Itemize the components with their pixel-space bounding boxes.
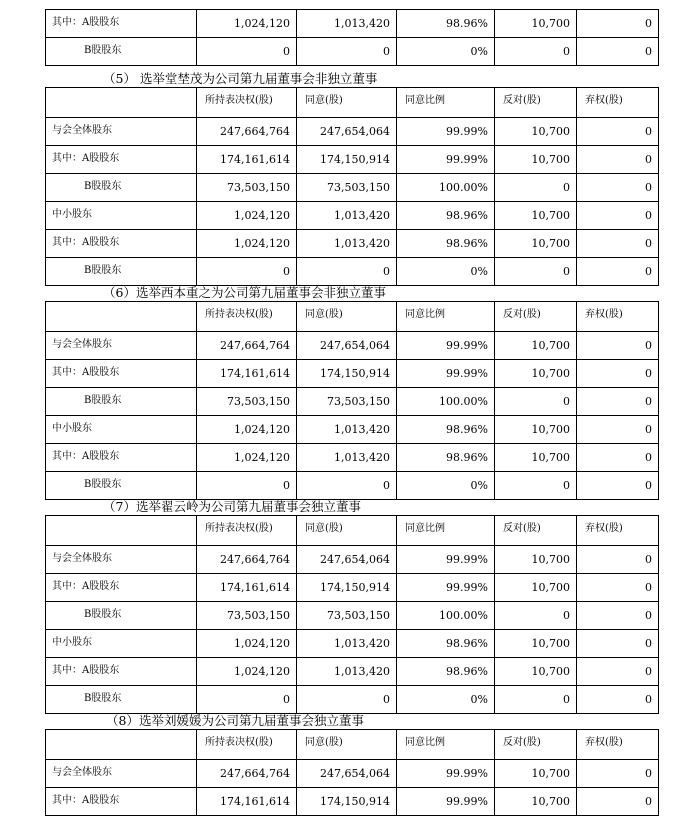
vote-value-cell: 1,013,420 xyxy=(297,444,397,472)
vote-value-cell: 10,700 xyxy=(495,546,577,574)
vote-value-cell: 0 xyxy=(495,258,577,286)
vote-value-cell: 1,024,120 xyxy=(197,202,297,230)
column-header: 同意比例 xyxy=(397,730,495,760)
vote-value-cell: 99.99% xyxy=(397,118,495,146)
vote-value-cell: 10,700 xyxy=(495,444,577,472)
vote-value-cell: 247,664,764 xyxy=(197,546,297,574)
vote-value-cell: 99.99% xyxy=(397,574,495,602)
vote-value-cell: 1,013,420 xyxy=(297,630,397,658)
vote-value-cell: 10,700 xyxy=(495,760,577,788)
vote-value-cell: 10,700 xyxy=(495,332,577,360)
table-header-row xyxy=(46,302,659,332)
vote-value-cell: 0 xyxy=(577,658,659,686)
column-header: 弃权(股) xyxy=(577,516,659,546)
vote-value-cell: 0% xyxy=(397,258,495,286)
shareholder-category-label: 其中：A股股东 xyxy=(46,574,197,602)
vote-value-cell: 0 xyxy=(495,388,577,416)
vote-table-8 xyxy=(45,729,659,816)
shareholder-category-label: 其中：A股股东 xyxy=(46,658,197,686)
vote-value-cell: 1,013,420 xyxy=(297,230,397,258)
vote-value-cell: 247,664,764 xyxy=(197,760,297,788)
vote-value-cell: 73,503,150 xyxy=(197,174,297,202)
vote-value-cell: 0 xyxy=(495,686,577,714)
vote-value-cell: 0 xyxy=(197,472,297,500)
vote-value-cell: 99.99% xyxy=(397,146,495,174)
vote-value-cell: 1,013,420 xyxy=(297,416,397,444)
shareholder-category-label: 其中：A股股东 xyxy=(46,360,197,388)
vote-value-cell: 10,700 xyxy=(495,10,577,38)
vote-value-cell: 0 xyxy=(577,574,659,602)
vote-value-cell: 73,503,150 xyxy=(297,602,397,630)
shareholder-category-label: 与会全体股东 xyxy=(46,332,197,360)
vote-value-cell: 0 xyxy=(495,602,577,630)
vote-value-cell: 174,150,914 xyxy=(297,146,397,174)
vote-value-cell: 10,700 xyxy=(495,630,577,658)
vote-value-cell: 73,503,150 xyxy=(197,602,297,630)
table-row xyxy=(46,686,659,714)
vote-value-cell: 247,654,064 xyxy=(297,118,397,146)
vote-value-cell: 0 xyxy=(577,760,659,788)
shareholder-category-label: 中小股东 xyxy=(46,630,197,658)
vote-value-cell: 0% xyxy=(397,38,495,66)
shareholder-category-label: 其中：A股股东 xyxy=(46,788,197,816)
table-row xyxy=(46,388,659,416)
column-header: 同意(股) xyxy=(297,88,397,118)
vote-value-cell: 1,024,120 xyxy=(197,658,297,686)
shareholder-category-label: B股股东 xyxy=(46,602,197,630)
table-row xyxy=(46,630,659,658)
vote-value-cell: 0 xyxy=(577,230,659,258)
table-row xyxy=(46,472,659,500)
vote-value-cell: 10,700 xyxy=(495,230,577,258)
vote-value-cell: 0 xyxy=(495,472,577,500)
column-header: 同意比例 xyxy=(397,516,495,546)
vote-value-cell: 0 xyxy=(495,174,577,202)
vote-value-cell: 0 xyxy=(197,258,297,286)
vote-value-cell: 1,024,120 xyxy=(197,10,297,38)
table-row xyxy=(46,202,659,230)
table-row xyxy=(46,658,659,686)
vote-value-cell: 174,150,914 xyxy=(297,360,397,388)
shareholder-category-label: 中小股东 xyxy=(46,416,197,444)
vote-value-cell: 0 xyxy=(577,416,659,444)
vote-value-cell: 100.00% xyxy=(397,602,495,630)
vote-value-cell: 98.96% xyxy=(397,202,495,230)
vote-value-cell: 98.96% xyxy=(397,630,495,658)
shareholder-category-label: 其中：A股股东 xyxy=(46,444,197,472)
vote-value-cell: 73,503,150 xyxy=(197,388,297,416)
vote-value-cell: 98.96% xyxy=(397,230,495,258)
vote-value-cell: 98.96% xyxy=(397,416,495,444)
vote-value-cell: 99.99% xyxy=(397,760,495,788)
table-row xyxy=(46,258,659,286)
vote-value-cell: 0 xyxy=(577,174,659,202)
vote-table-continued xyxy=(45,9,659,66)
table-row xyxy=(46,760,659,788)
table-row xyxy=(46,118,659,146)
vote-value-cell: 98.96% xyxy=(397,444,495,472)
vote-value-cell: 0 xyxy=(577,146,659,174)
vote-value-cell: 1,013,420 xyxy=(297,658,397,686)
column-header: 同意比例 xyxy=(397,302,495,332)
vote-value-cell: 0 xyxy=(577,118,659,146)
vote-value-cell: 0% xyxy=(397,472,495,500)
table-row xyxy=(46,546,659,574)
vote-value-cell: 99.99% xyxy=(397,788,495,816)
table-row xyxy=(46,146,659,174)
vote-value-cell: 0 xyxy=(577,38,659,66)
shareholder-category-label: B股股东 xyxy=(46,472,197,500)
table-header-row xyxy=(46,516,659,546)
column-header: 弃权(股) xyxy=(577,302,659,332)
vote-value-cell: 0 xyxy=(577,788,659,816)
vote-value-cell: 247,654,064 xyxy=(297,760,397,788)
vote-value-cell: 1,024,120 xyxy=(197,230,297,258)
table-row xyxy=(46,602,659,630)
column-header: 反对(股) xyxy=(495,302,577,332)
header-blank-cell xyxy=(46,88,197,118)
column-header: 弃权(股) xyxy=(577,88,659,118)
vote-value-cell: 0 xyxy=(577,602,659,630)
vote-value-cell: 10,700 xyxy=(495,146,577,174)
column-header: 所持表决权(股) xyxy=(197,516,297,546)
vote-value-cell: 0 xyxy=(577,472,659,500)
column-header: 所持表决权(股) xyxy=(197,302,297,332)
vote-value-cell: 0 xyxy=(297,258,397,286)
vote-value-cell: 10,700 xyxy=(495,360,577,388)
header-blank-cell xyxy=(46,730,197,760)
vote-value-cell: 174,161,614 xyxy=(197,788,297,816)
vote-value-cell: 0 xyxy=(577,360,659,388)
shareholder-category-label: 其中：A股股东 xyxy=(46,230,197,258)
table-row xyxy=(46,174,659,202)
shareholder-category-label: B股股东 xyxy=(46,174,197,202)
vote-value-cell: 0 xyxy=(577,444,659,472)
shareholder-category-label: B股股东 xyxy=(46,388,197,416)
resolution-heading: （7）选举翟云岭为公司第九届董事会独立董事 xyxy=(103,499,361,514)
vote-value-cell: 1,013,420 xyxy=(297,10,397,38)
shareholder-category-label: B股股东 xyxy=(46,38,197,66)
vote-value-cell: 174,150,914 xyxy=(297,574,397,602)
vote-value-cell: 247,654,064 xyxy=(297,546,397,574)
vote-value-cell: 100.00% xyxy=(397,388,495,416)
vote-table-6 xyxy=(45,301,659,500)
column-header: 弃权(股) xyxy=(577,730,659,760)
vote-value-cell: 0 xyxy=(577,258,659,286)
vote-value-cell: 0 xyxy=(577,202,659,230)
vote-value-cell: 98.96% xyxy=(397,10,495,38)
vote-value-cell: 0 xyxy=(197,38,297,66)
table-row xyxy=(46,788,659,816)
vote-value-cell: 1,024,120 xyxy=(197,444,297,472)
table-row xyxy=(46,574,659,602)
vote-value-cell: 1,024,120 xyxy=(197,416,297,444)
vote-value-cell: 0 xyxy=(495,38,577,66)
vote-value-cell: 174,150,914 xyxy=(297,788,397,816)
resolution-heading: （5） 选举堂埜茂为公司第九届董事会非独立董事 xyxy=(103,71,378,86)
table-row xyxy=(46,444,659,472)
column-header: 反对(股) xyxy=(495,88,577,118)
table-row xyxy=(46,230,659,258)
vote-value-cell: 0 xyxy=(577,686,659,714)
vote-value-cell: 0 xyxy=(297,472,397,500)
vote-value-cell: 174,161,614 xyxy=(197,360,297,388)
table-row xyxy=(46,332,659,360)
vote-value-cell: 99.99% xyxy=(397,546,495,574)
vote-value-cell: 99.99% xyxy=(397,332,495,360)
table-row xyxy=(46,38,659,66)
column-header: 反对(股) xyxy=(495,516,577,546)
column-header: 所持表决权(股) xyxy=(197,88,297,118)
column-header: 同意比例 xyxy=(397,88,495,118)
vote-value-cell: 0 xyxy=(297,686,397,714)
vote-value-cell: 10,700 xyxy=(495,118,577,146)
vote-value-cell: 100.00% xyxy=(397,174,495,202)
vote-value-cell: 10,700 xyxy=(495,788,577,816)
column-header: 同意(股) xyxy=(297,730,397,760)
vote-value-cell: 0% xyxy=(397,686,495,714)
vote-value-cell: 174,161,614 xyxy=(197,574,297,602)
vote-value-cell: 73,503,150 xyxy=(297,174,397,202)
shareholder-category-label: 其中：A股股东 xyxy=(46,146,197,174)
vote-value-cell: 0 xyxy=(577,630,659,658)
shareholder-category-label: B股股东 xyxy=(46,258,197,286)
vote-value-cell: 0 xyxy=(577,332,659,360)
vote-value-cell: 247,654,064 xyxy=(297,332,397,360)
vote-value-cell: 1,013,420 xyxy=(297,202,397,230)
shareholder-category-label: 其中：A股股东 xyxy=(46,10,197,38)
table-row xyxy=(46,10,659,38)
table-row xyxy=(46,360,659,388)
vote-value-cell: 247,664,764 xyxy=(197,332,297,360)
resolution-heading: （6）选举西本重之为公司第九届董事会非独立董事 xyxy=(103,285,386,300)
vote-value-cell: 10,700 xyxy=(495,416,577,444)
vote-value-cell: 10,700 xyxy=(495,202,577,230)
table-header-row xyxy=(46,730,659,760)
column-header: 所持表决权(股) xyxy=(197,730,297,760)
table-header-row xyxy=(46,88,659,118)
vote-value-cell: 0 xyxy=(297,38,397,66)
vote-value-cell: 0 xyxy=(577,388,659,416)
vote-value-cell: 99.99% xyxy=(397,360,495,388)
table-row xyxy=(46,416,659,444)
vote-value-cell: 10,700 xyxy=(495,574,577,602)
shareholder-category-label: B股股东 xyxy=(46,686,197,714)
resolution-heading: （8）选举刘媛媛为公司第九届董事会独立董事 xyxy=(106,713,364,728)
column-header: 同意(股) xyxy=(297,302,397,332)
vote-value-cell: 0 xyxy=(577,546,659,574)
vote-table-5 xyxy=(45,87,659,286)
vote-value-cell: 1,024,120 xyxy=(197,630,297,658)
header-blank-cell xyxy=(46,516,197,546)
vote-value-cell: 10,700 xyxy=(495,658,577,686)
shareholder-category-label: 与会全体股东 xyxy=(46,118,197,146)
vote-value-cell: 0 xyxy=(197,686,297,714)
vote-value-cell: 247,664,764 xyxy=(197,118,297,146)
vote-value-cell: 0 xyxy=(577,10,659,38)
header-blank-cell xyxy=(46,302,197,332)
vote-value-cell: 174,161,614 xyxy=(197,146,297,174)
column-header: 同意(股) xyxy=(297,516,397,546)
shareholder-category-label: 与会全体股东 xyxy=(46,546,197,574)
shareholder-category-label: 与会全体股东 xyxy=(46,760,197,788)
vote-value-cell: 73,503,150 xyxy=(297,388,397,416)
vote-table-7 xyxy=(45,515,659,714)
vote-value-cell: 98.96% xyxy=(397,658,495,686)
column-header: 反对(股) xyxy=(495,730,577,760)
shareholder-category-label: 中小股东 xyxy=(46,202,197,230)
